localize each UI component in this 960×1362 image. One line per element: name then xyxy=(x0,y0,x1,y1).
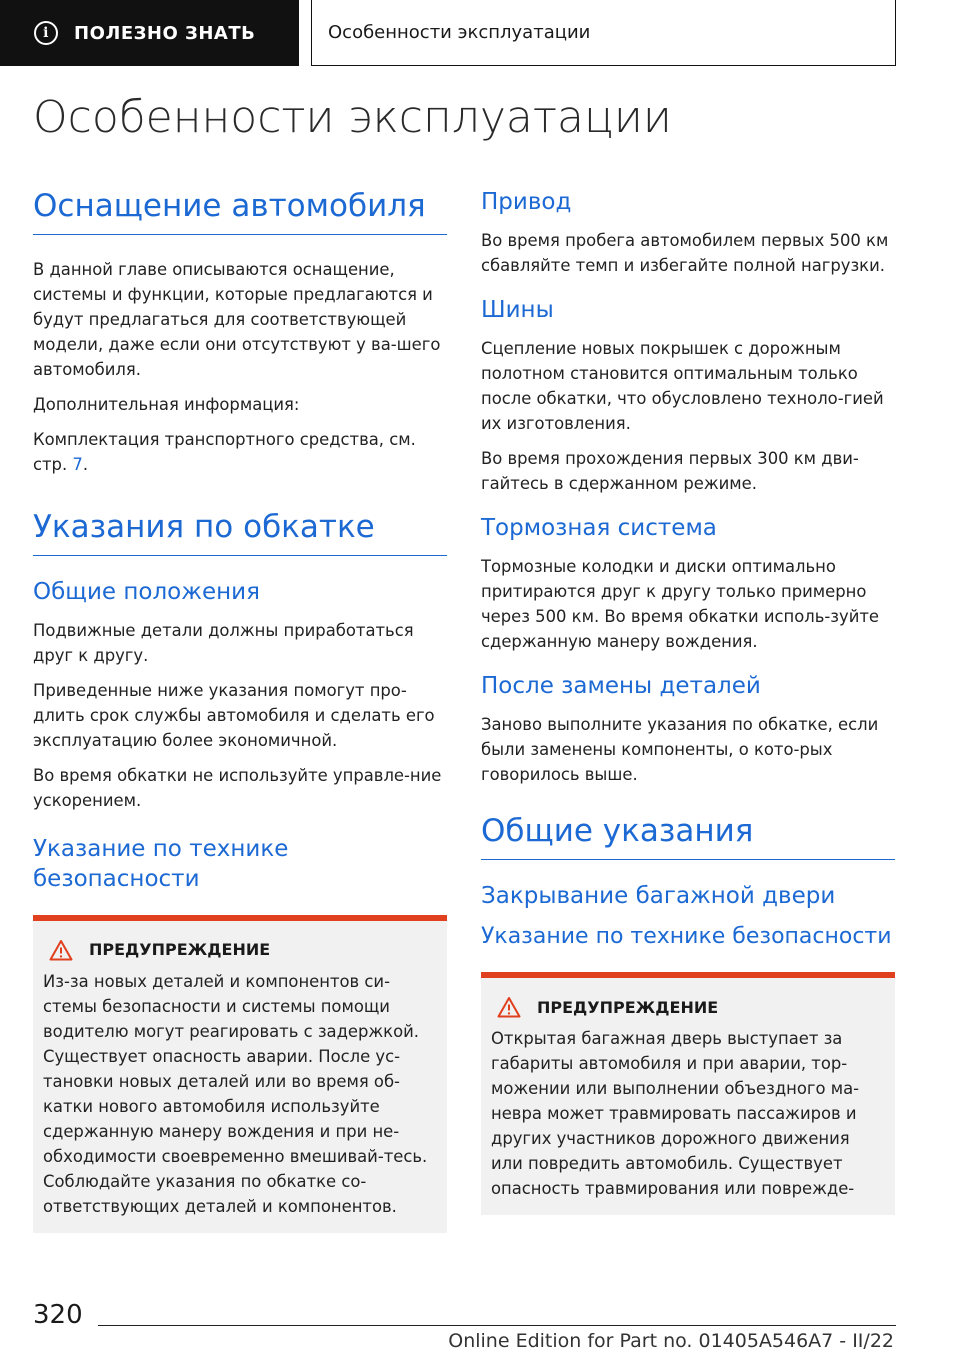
warning-text: Открытая багажная дверь выступает за габариты автомобиля и при аварии, тор-можении или выполнении объездного ма-невра может травмировать пассажиров и других участников дорожного движения или повредить автомобиль. Существует опасность травмирования или поврежде- xyxy=(491,1029,860,1199)
left-column xyxy=(33,188,447,1233)
subsection-title-drive: Привод xyxy=(481,189,572,215)
chapter-tab xyxy=(311,0,896,66)
section-title-break-in: Указания по обкатке xyxy=(33,509,447,556)
footer-divider xyxy=(98,1325,896,1326)
paragraph: Во время прохождения первых 300 км дви-гайтесь в сдержанном режиме. xyxy=(481,448,859,493)
warning-title: ПРЕДУПРЕЖДЕНИЕ xyxy=(89,940,271,960)
warning-text: Из-за новых деталей и компонентов си-стемы безопасности и системы помощи водителю могут реагировать с задержкой. Существует опасность аварии. После ус-тановки новых деталей или во время об-катки нового автомобиля используйте сдержанную манеру вождения и при не-обходимости своевременно вмешивай-тесь. Соблюдайте указания по обкатке со-ответствующих деталей и компонентов. xyxy=(43,971,428,1216)
subsection-title-brakes: Тормозная система xyxy=(481,514,717,541)
subsection-title-trunk: Закрывание багажной двери xyxy=(481,882,836,909)
section-title-equipment: Оснащение автомобиля xyxy=(33,188,447,235)
crossref-end: . xyxy=(82,455,89,474)
paragraph: Тормозные колодки и диски оптимально притираются друг к другу только примерно через 500 км. Во время обкатки исполь-зуйте сдержанную манеру вождения. xyxy=(481,556,879,651)
warning-header xyxy=(491,996,883,1018)
paragraph: Заново выполните указания по обкатке, если были заменены компоненты, о кото-рых говорилось выше. xyxy=(481,714,879,784)
paragraph-crossref xyxy=(33,427,447,477)
chapter-tab-label: Особенности эксплуатации xyxy=(328,22,591,43)
page-number: 320 xyxy=(33,1300,83,1330)
paragraph: Сцепление новых покрышек с дорожным полотном становится оптимальным только после обкатки, что обусловлено техноло-гией их изготовления. xyxy=(481,338,884,433)
section-badge xyxy=(0,0,299,66)
subsection-title-tires: Шины xyxy=(481,296,554,323)
subsection-title-safety: Указание по технике безопасности xyxy=(481,924,892,950)
section-badge-label: ПОЛЕЗНО ЗНАТЬ xyxy=(74,22,256,44)
crossref-text: Комплектация транспортного средства, см. стр. xyxy=(33,430,416,474)
paragraph: Во время обкатки не используйте управле-ние ускорением. xyxy=(33,765,442,810)
right-column xyxy=(481,188,895,1215)
info-circle-icon: i xyxy=(34,21,58,45)
paragraph: Дополнительная информация: xyxy=(33,395,300,414)
page-link[interactable]: 7 xyxy=(72,455,83,474)
paragraph: Приведенные ниже указания помогут про-длить срок службы автомобиля и сделать его эксплуатацию более экономичной. xyxy=(33,680,435,750)
warning-header xyxy=(43,939,435,961)
warning-title: ПРЕДУПРЕЖДЕНИЕ xyxy=(537,997,719,1017)
warning-box xyxy=(481,972,895,1215)
subsection-title-replaced-parts: После замены деталей xyxy=(481,672,761,699)
section-title-general-notes: Общие указания xyxy=(481,813,895,860)
subsection-title-general: Общие положения xyxy=(33,579,260,605)
page-title: Особенности эксплуатации xyxy=(33,92,672,143)
subsection-title-safety: Указание по технике безопасности xyxy=(33,835,289,892)
warning-box xyxy=(33,915,447,1233)
paragraph: В данной главе описываются оснащение, системы и функции, которые предлагаются и будут предлагаться для соответствующей модели, даже если они отсутствуют у ва-шего автомобиля. xyxy=(33,260,441,379)
paragraph: Во время пробега автомобилем первых 500 км сбавляйте темп и избегайте полной нагрузки. xyxy=(481,230,889,275)
edition-note: Online Edition for Part no. 01405A546A7 - II/22 xyxy=(448,1330,894,1352)
warning-triangle-icon xyxy=(49,939,73,961)
paragraph: Подвижные детали должны приработаться друг к другу. xyxy=(33,620,414,665)
warning-triangle-icon xyxy=(497,996,521,1018)
